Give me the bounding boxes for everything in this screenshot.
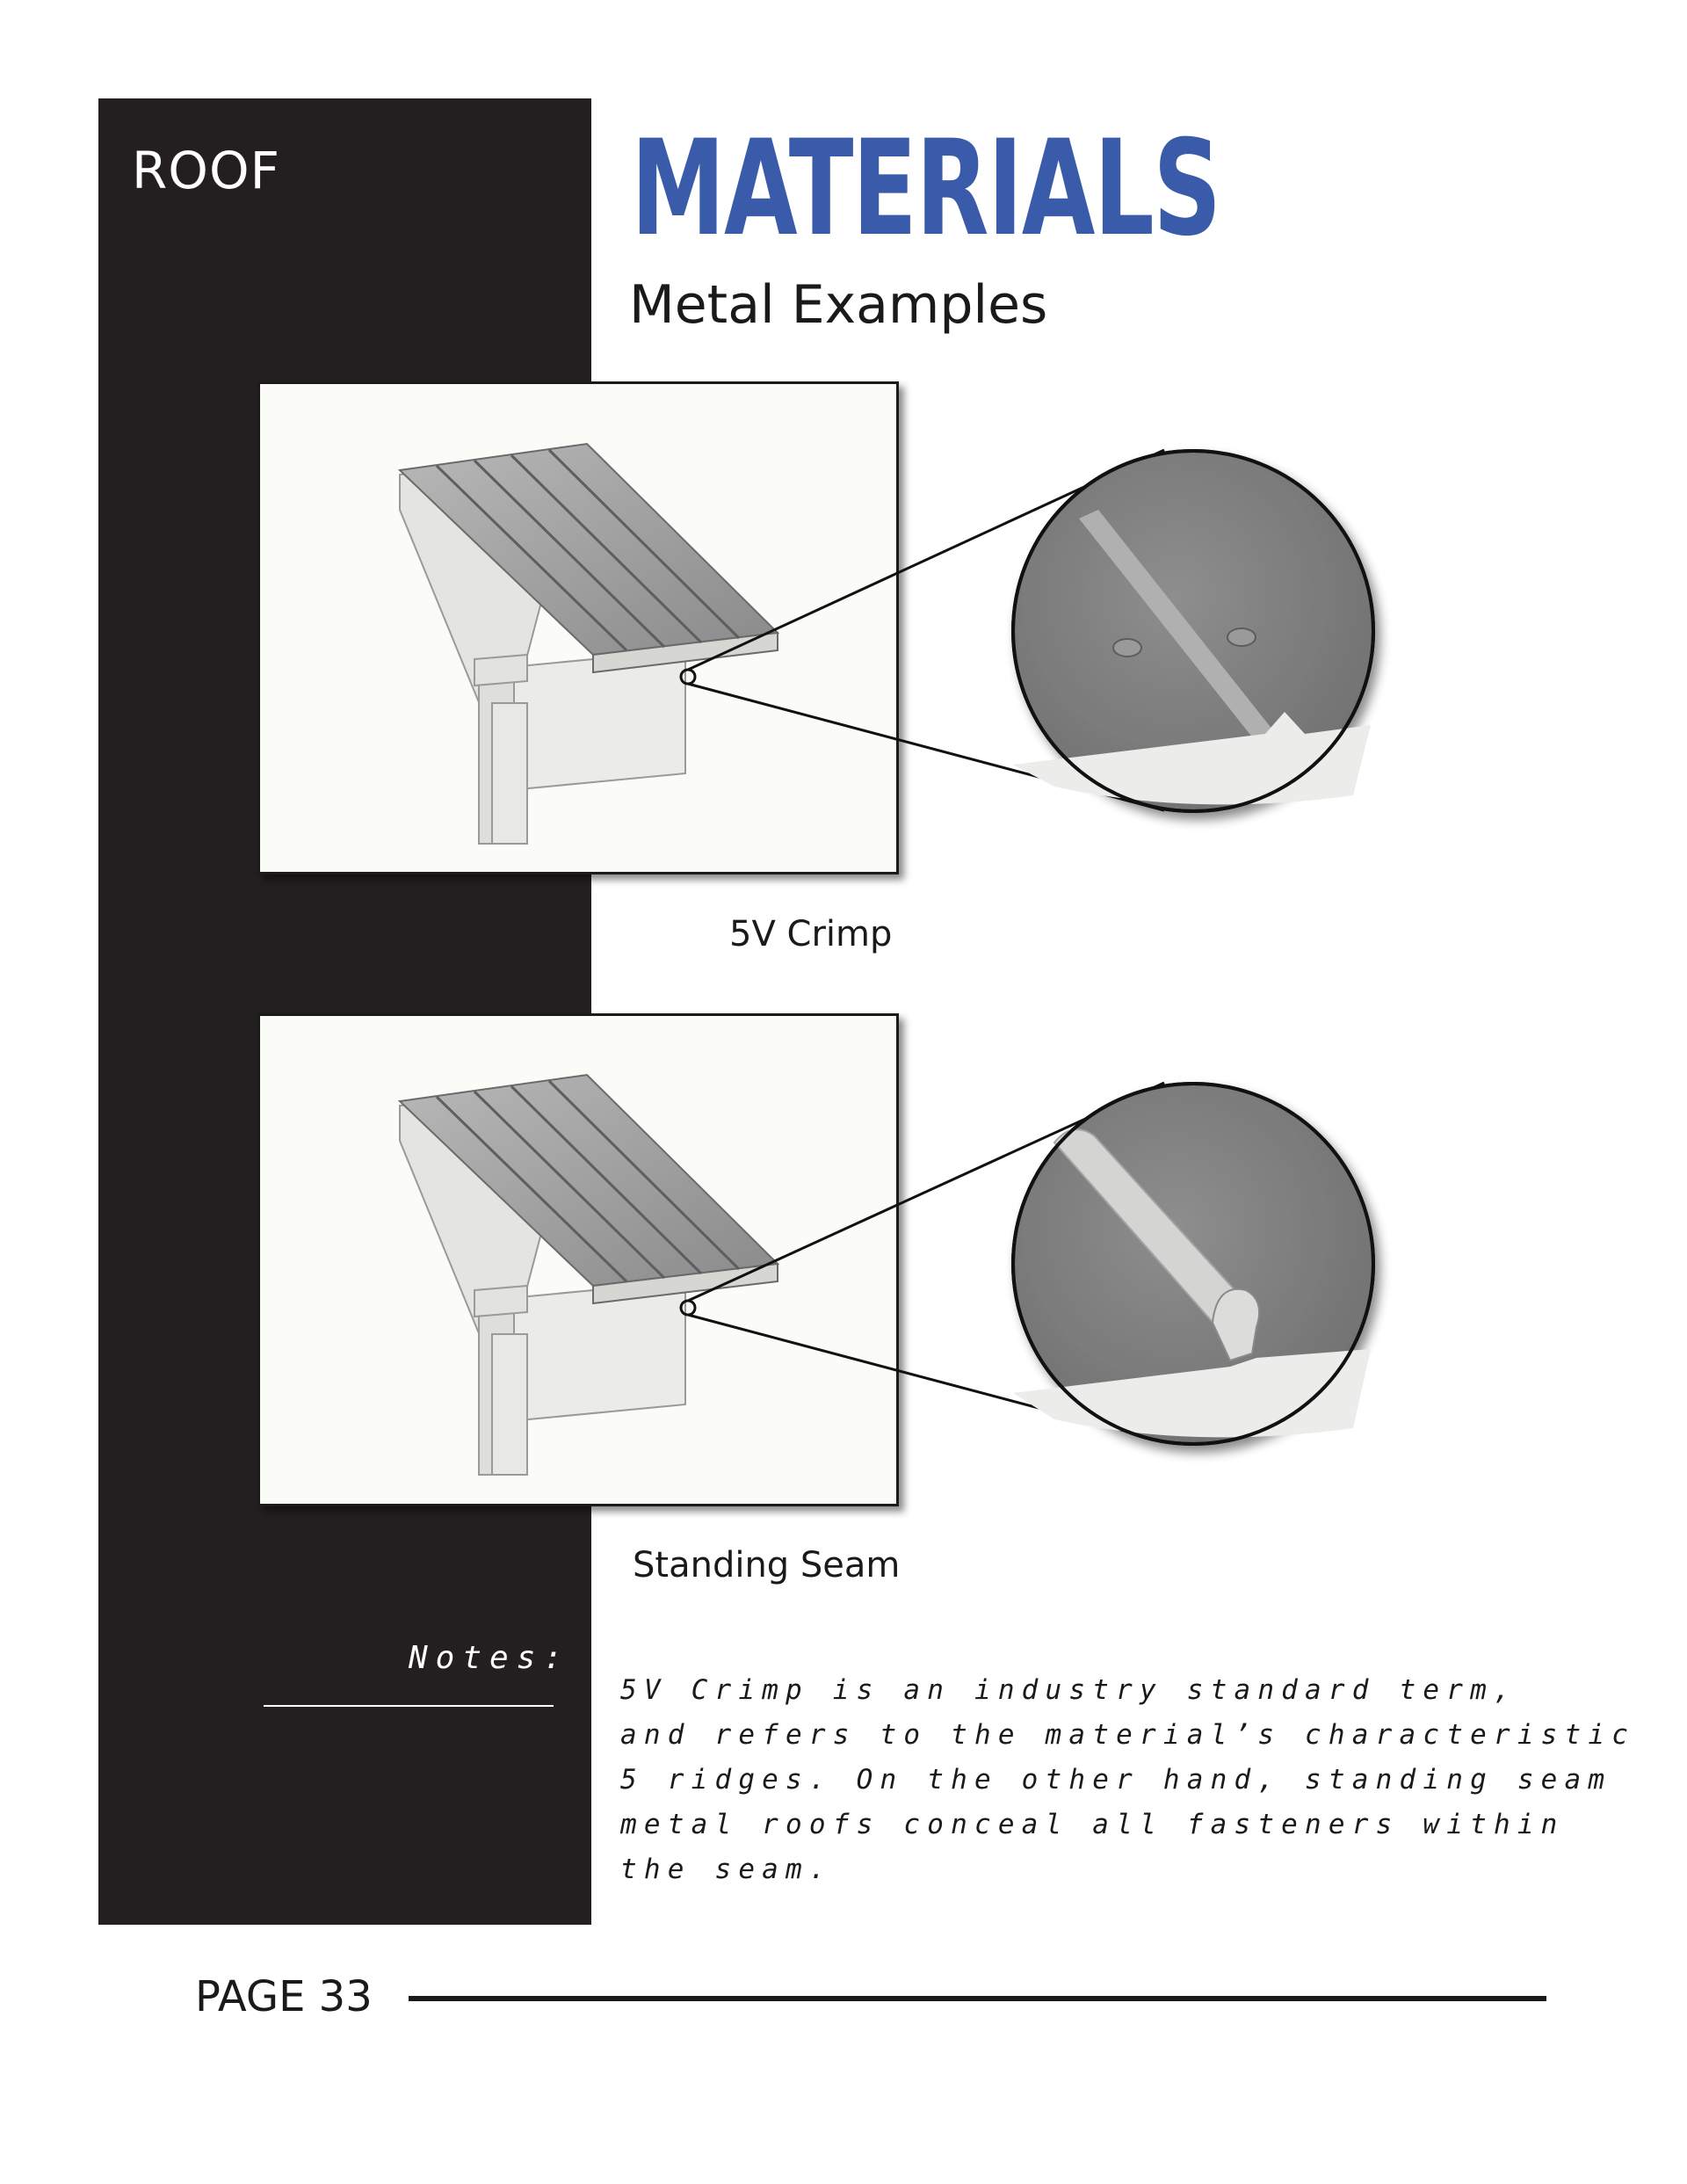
notes-line: the seam.: [620, 1854, 833, 1885]
notes-text: [620, 1668, 1636, 1892]
notes-line: 5V Crimp is an industry standard term,: [620, 1674, 1517, 1706]
notes-line: 5 ridges. On the other hand, standing seam: [620, 1764, 1612, 1796]
section-label: ROOF: [132, 141, 280, 200]
notes-label: Notes:: [409, 1640, 571, 1676]
page-title: MATERIALS: [631, 112, 1220, 265]
zoom-callout-standing-seam: [681, 1083, 1373, 1444]
notes-line: and refers to the material’s characteristic: [620, 1719, 1636, 1751]
notes-line: metal roofs conceal all fasteners within: [620, 1809, 1565, 1840]
figure-caption: 5V Crimp: [729, 914, 893, 954]
roof-model-5v-crimp: [400, 444, 778, 844]
roof-model-standing-seam: [400, 1075, 778, 1475]
page-subtitle: Metal Examples: [629, 274, 1048, 336]
figure-caption: Standing Seam: [633, 1545, 901, 1585]
page-number: PAGE 33: [195, 1972, 373, 2021]
footer-divider: [409, 1996, 1546, 2001]
notes-divider: [264, 1705, 554, 1707]
zoom-callout-5v-crimp: [681, 450, 1373, 811]
